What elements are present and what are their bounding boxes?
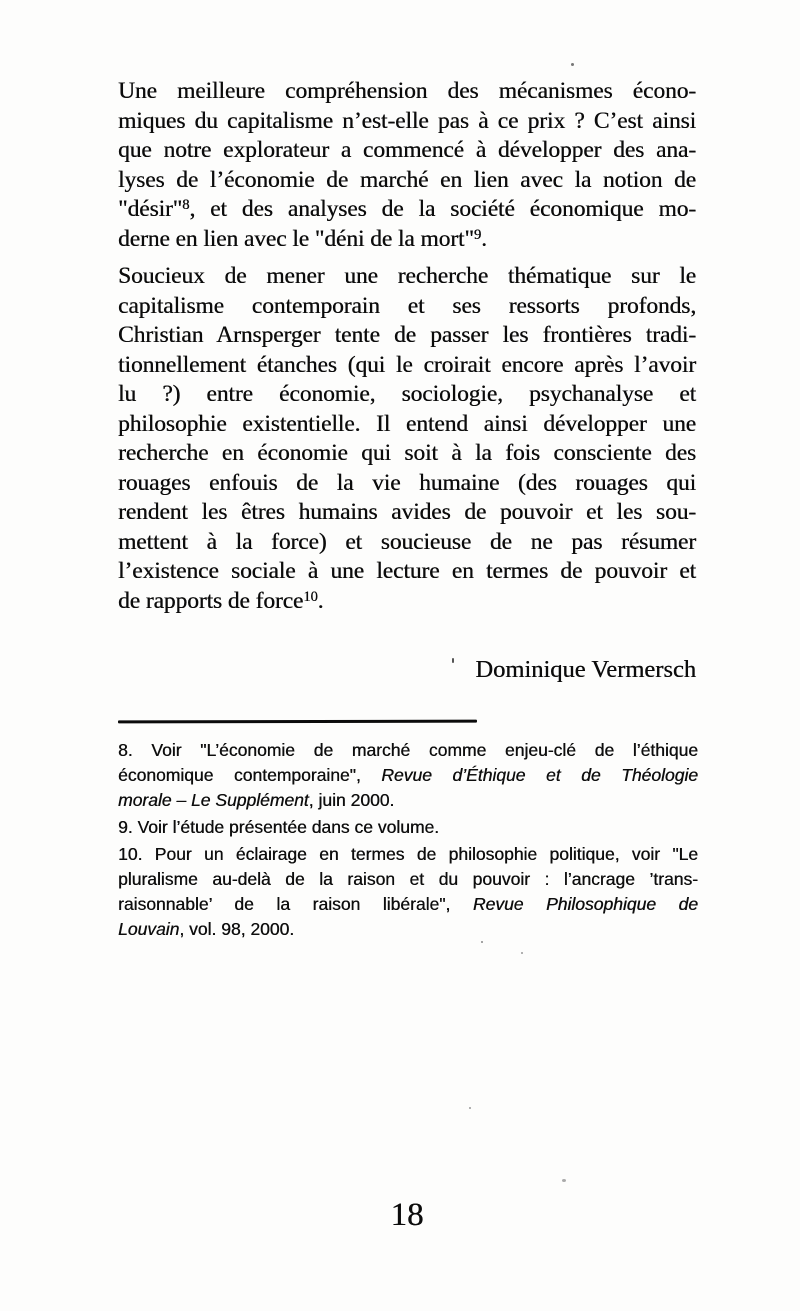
text-line: tionnellement étanches (qui le croirait encore après l’avoir [118, 351, 696, 378]
body-paragraph-2 [118, 262, 696, 616]
footnote-line: 8. Voir "L’économie de marché comme enjeu-clé de l’éthique [118, 740, 698, 760]
page-number: 18 [390, 1197, 424, 1233]
text-line: mettent à la force) et soucieuse de ne pas résumer [118, 528, 696, 555]
scan-speck [452, 658, 454, 663]
footnote-10 [118, 842, 698, 942]
scan-speck [521, 952, 523, 954]
footnote-line: pluralisme au-delà de la raison et du pouvoir : l’ancrage ’trans- [118, 869, 698, 889]
text-line: l’existence sociale à une lecture en termes de pouvoir et [118, 558, 696, 584]
line-text: . [317, 587, 324, 614]
footnote-line [118, 892, 698, 917]
text-line: recherche en économie qui soit à la fois consciente des [118, 440, 696, 466]
text-line: capitalisme contemporain et ses ressorts profonds, [118, 292, 696, 319]
footnote-line [118, 763, 698, 788]
text-line: Une meilleure compréhension des mécanismes écono- [118, 78, 696, 104]
text-line: lu ?) entre économie, sociologie, psychanalyse et [118, 381, 696, 407]
text-line: rendent les êtres humains avides de pouvoir et les sou- [118, 499, 696, 525]
author-signature: Dominique Vermersch [475, 656, 696, 683]
scan-speck [571, 63, 574, 66]
journal-title: Louvain [118, 919, 180, 939]
footnote-ref-9: 9 [473, 226, 482, 243]
footnote-text: économique contemporaine", [118, 765, 382, 785]
text-line [118, 195, 696, 225]
text-line: philosophie existentielle. Il entend ainsi développer une [118, 410, 696, 437]
line-text: de rapports de force [118, 587, 304, 614]
journal-title: Revue Philosophique de [472, 894, 698, 914]
footnote-ref-8: 8 [182, 197, 190, 214]
footnote-line [118, 788, 698, 813]
line-text: "désir" [118, 196, 183, 222]
journal-title: morale – Le Supplément [118, 790, 309, 810]
footnote-text: , vol. 98, 2000. [179, 919, 295, 939]
scan-speck [481, 941, 483, 943]
footnote-9 [118, 815, 698, 840]
line-text: , et des analyses de la société économique mo- [189, 196, 696, 222]
text-line: miques du capitalisme n’est-elle pas à ce prix ? C’est ainsi [118, 107, 696, 134]
footnote-line [118, 917, 698, 942]
text-line: Christian Arnsperger tente de passer les frontières tradi- [118, 322, 696, 348]
text-line: Soucieux de mener une recherche thématique sur le [118, 263, 696, 289]
text-line: rouages enfouis de la vie humaine (des rouages qui [118, 469, 696, 496]
text-line [118, 225, 696, 255]
footnotes [118, 738, 698, 944]
footnote-line: 9. Voir l’étude présentée dans ce volume. [118, 817, 440, 837]
scan-speck [562, 1179, 566, 1182]
footnote-divider [118, 720, 477, 724]
footnote-text: raisonnable’ de la raison libérale", [118, 894, 473, 914]
scan-speck [469, 1107, 471, 1109]
line-text: . [481, 225, 487, 252]
footnote-8 [118, 738, 698, 813]
text-line [118, 587, 696, 617]
footnote-ref-10: 10 [303, 588, 318, 605]
text-line: que notre explorateur a commencé à développer des ana- [118, 137, 696, 163]
body-paragraph-1 [118, 77, 696, 254]
footnote-line: 10. Pour un éclairage en termes de philosophie politique, voir "Le [118, 844, 698, 864]
footnote-text: , juin 2000. [308, 790, 395, 810]
line-text: derne en lien avec le "déni de la mort" [118, 225, 474, 252]
journal-title: Revue d’Éthique et de Théologie [381, 765, 698, 785]
text-line: lyses de l’économie de marché en lien avec la notion de [118, 166, 696, 193]
